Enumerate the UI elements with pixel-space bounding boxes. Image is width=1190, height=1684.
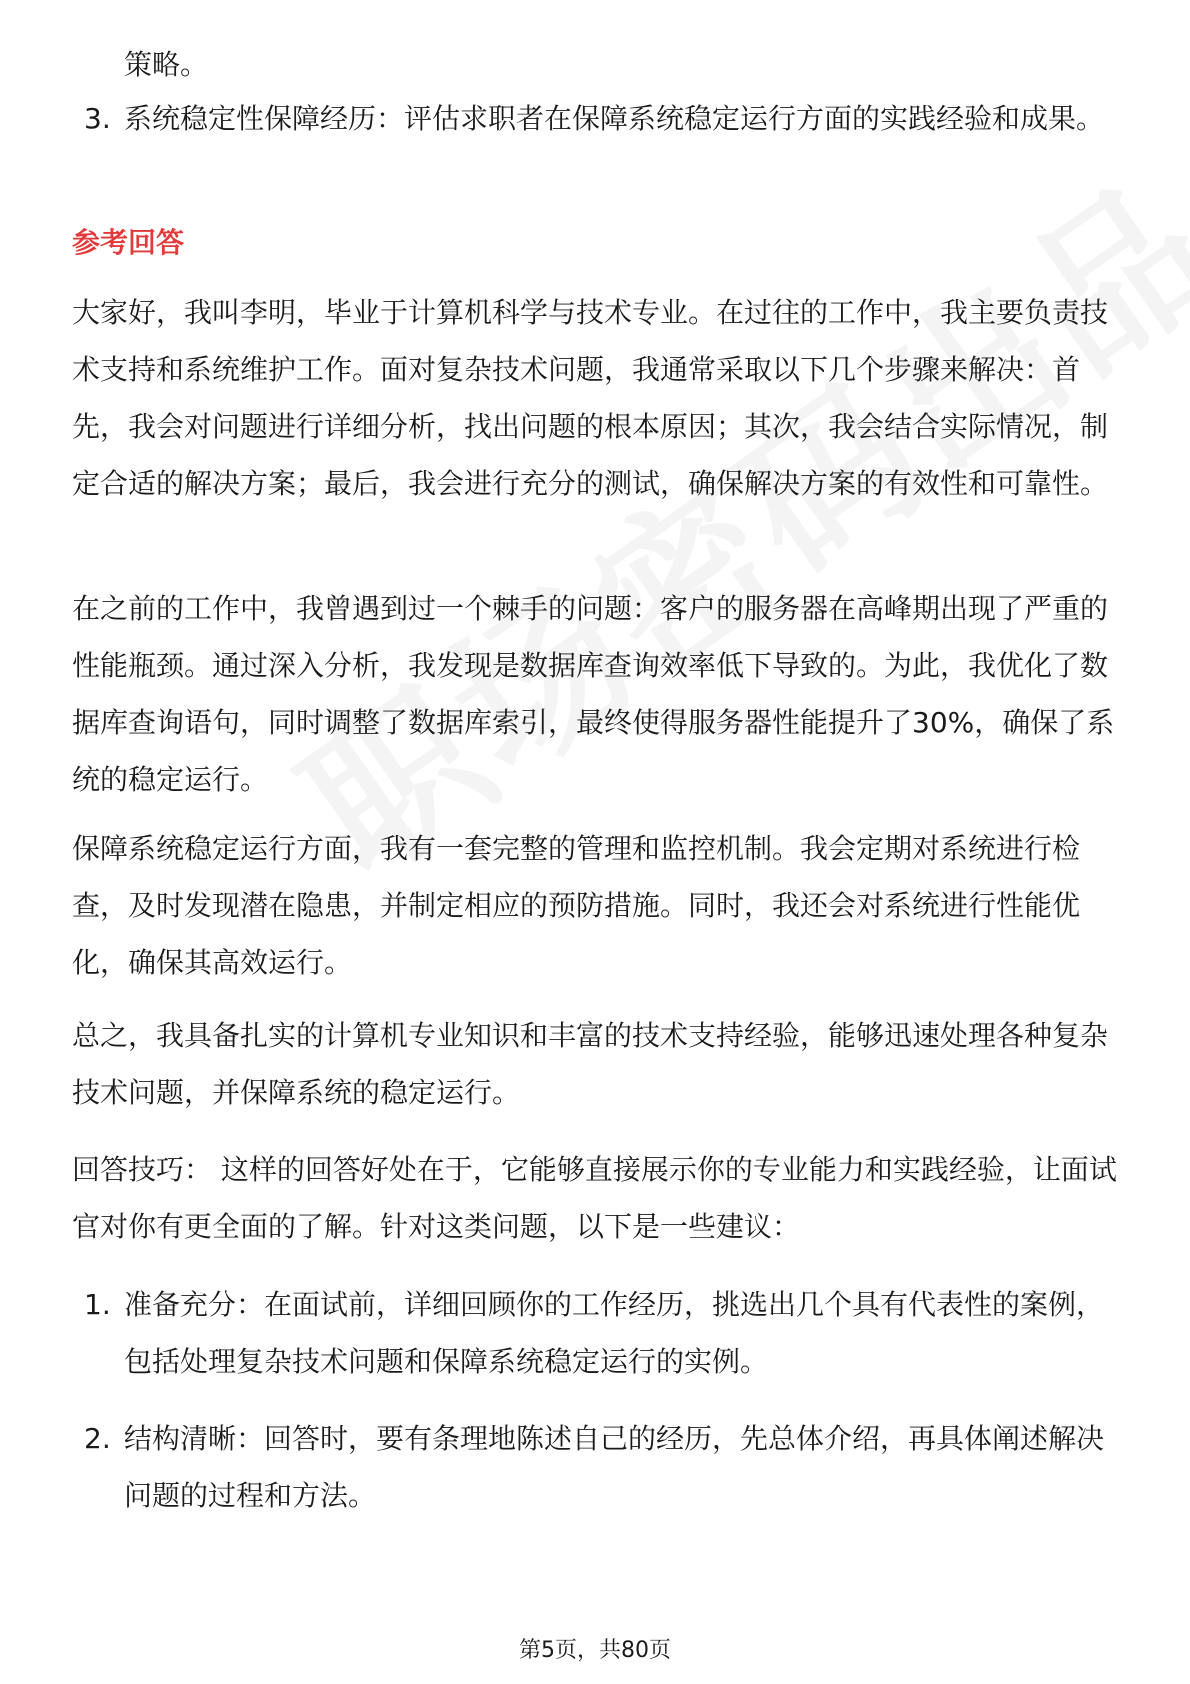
paragraph-experience: 在之前的工作中，我曾遇到过一个棘手的问题：客户的服务器在高峰期出现了严重的性能瓶颈。通过深入分析，我发现是数据库查询效率低下导致的。为此，我优化了数据库查询语句，同时调整了数据库索引，最终使得服务器性能提升了30%，确保了系统的稳定运行。 xyxy=(72,592,1115,796)
list-item-number: 1. xyxy=(84,1288,111,1321)
list-item xyxy=(72,1410,1122,1524)
paragraph-answer-tips: 回答技巧： 这样的回答好处在于，它能够直接展示你的专业能力和实践经验，让面试官对你有更全面的了解。针对这类问题，以下是一些建议： xyxy=(72,1153,1117,1243)
list-item-number: 2. xyxy=(84,1422,111,1455)
list-item-text: 结构清晰：回答时，要有条理地陈述自己的经历，先总体介绍，再具体阐述解决问题的过程和方法。 xyxy=(124,1422,1105,1512)
list-item xyxy=(72,1276,1122,1390)
list-item-text: 系统稳定性保障经历：评估求职者在保障系统稳定运行方面的实践经验和成果。 xyxy=(124,102,1105,135)
page-number-footer: 第5页，共80页 xyxy=(519,1638,671,1663)
paragraph-summary: 总之，我具备扎实的计算机专业知识和丰富的技术支持经验，能够迅速处理各种复杂技术问题，并保障系统的稳定运行。 xyxy=(72,1019,1109,1109)
paragraph-intro: 大家好，我叫李明，毕业于计算机科学与技术专业。在过往的工作中，我主要负责技术支持和系统维护工作。面对复杂技术问题，我通常采取以下几个步骤来解决：首先，我会对问题进行详细分析，找出问题的根本原因；其次，我会结合实际情况，制定合适的解决方案；最后，我会进行充分的测试，确保解决方案的有效性和可靠性。 xyxy=(72,296,1109,500)
continued-list-item-tail: 策略。 xyxy=(124,48,209,81)
paragraph-stability: 保障系统稳定运行方面，我有一套完整的管理和监控机制。我会定期对系统进行检查，及时发现潜在隐患，并制定相应的预防措施。同时，我还会对系统进行性能优化，确保其高效运行。 xyxy=(72,832,1081,979)
list-item-number: 3. xyxy=(84,102,111,135)
list-item-text: 准备充分：在面试前，详细回顾你的工作经历，挑选出几个具有代表性的案例，包括处理复杂技术问题和保障系统稳定运行的实例。 xyxy=(124,1288,1105,1378)
list-item xyxy=(72,90,1122,147)
section-heading: 参考回答 xyxy=(72,226,185,259)
